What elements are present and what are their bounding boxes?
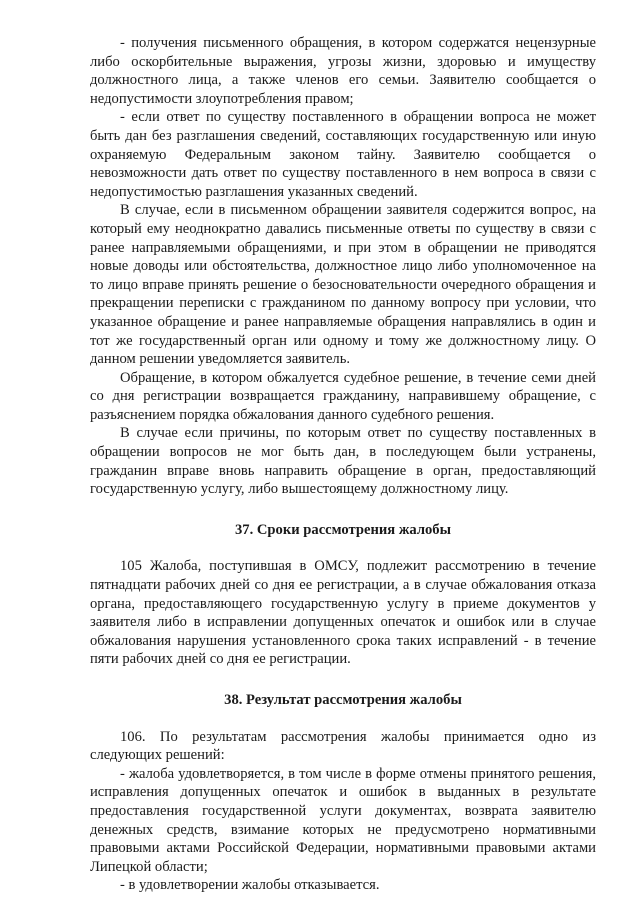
paragraph-reasons-eliminated: В случае если причины, по которым ответ по существу поставленных в обращении вопросов не мог быть дан, в последующем были устранены, гражданин вправе вновь направить обращение в орган, предоставляющий государственную услугу, либо вышестоящему должностному лицу. bbox=[90, 425, 596, 498]
paragraph-court-decision: Обращение, в котором обжалуется судебное решение, в течение семи дней со дня регистрации возвращается гражданину, направившему обращение, с разъяснением порядка обжалования данного судебного решения. bbox=[90, 369, 596, 423]
section-38-intro: 106. По результатам рассмотрения жалобы принимается одно из следующих решений: bbox=[90, 728, 596, 764]
spacer bbox=[90, 539, 596, 557]
spacer bbox=[90, 710, 596, 728]
section-38-heading: 38. Результат рассмотрения жалобы bbox=[224, 692, 462, 708]
paragraph-state-secret: - если ответ по существу поставленного в обращении вопроса не может быть дан без разглашения сведений, составляющих государственную или иную охраняемую Федеральным законом тайну. Заявителю сообщается о невозможности дать ответ по существу поставленного в нем вопроса в связи с недопустимостью разглашения указанных сведений. bbox=[90, 109, 596, 200]
section-37-heading: 37. Сроки рассмотрения жалобы bbox=[234, 521, 451, 538]
paragraph-repeated-appeal: В случае, если в письменном обращении заявителя содержится вопрос, на который ему неоднократно давались письменные ответы по существу в связи с ранее направляемыми обращениями, и при этом в обращении не приводятся новые доводы или обстоятельства, должностное лицо либо уполномоченное на то лицо вправе принять решение о безосновательности очередного обращения и прекращении переписки с гражданином по данному вопросу при условии, что указанное обращение и ранее направляемые обращения направлялись в один и тот же государственный орган или одному и тому же должностному лицу. О данном решении уведомляется заявитель. bbox=[90, 202, 596, 368]
section-37-text: 105 Жалоба, поступившая в ОМСУ, подлежит рассмотрению в течение пятнадцати рабочих дней со дня ее регистрации, а в случае обжалования отказа органа, предоставляющего государственную услугу в приеме документов у заявителя либо в исправлении допущенных опечаток и ошибок или в случае обжалования нарушения установленного срока таких исправлений - в течение пяти рабочих дней со дня ее регистрации. bbox=[90, 558, 596, 668]
spacer bbox=[90, 669, 596, 691]
document-body bbox=[90, 34, 596, 895]
section-38-item-refused: - в удовлетворении жалобы отказывается. bbox=[120, 877, 380, 894]
spacer bbox=[90, 499, 596, 521]
paragraph-obscene-appeal: - получения письменного обращения, в котором содержатся нецензурные либо оскорбительные выражения, угрозы жизни, здоровью и имуществу должностного лица, а также членов его семьи. Заявителю сообщается о недопустимости злоупотребления правом; bbox=[90, 35, 596, 107]
section-38-item-satisfied: - жалоба удовлетворяется, в том числе в форме отмены принятого решения, исправления допущенных опечаток и ошибок в выданных в результате предоставления государственной услуги документах, возврата заявителю денежных средств, взимание которых не предусмотрено нормативными правовыми актами Российской Федерации, нормативными правовыми актами Липецкой области; bbox=[90, 765, 596, 875]
